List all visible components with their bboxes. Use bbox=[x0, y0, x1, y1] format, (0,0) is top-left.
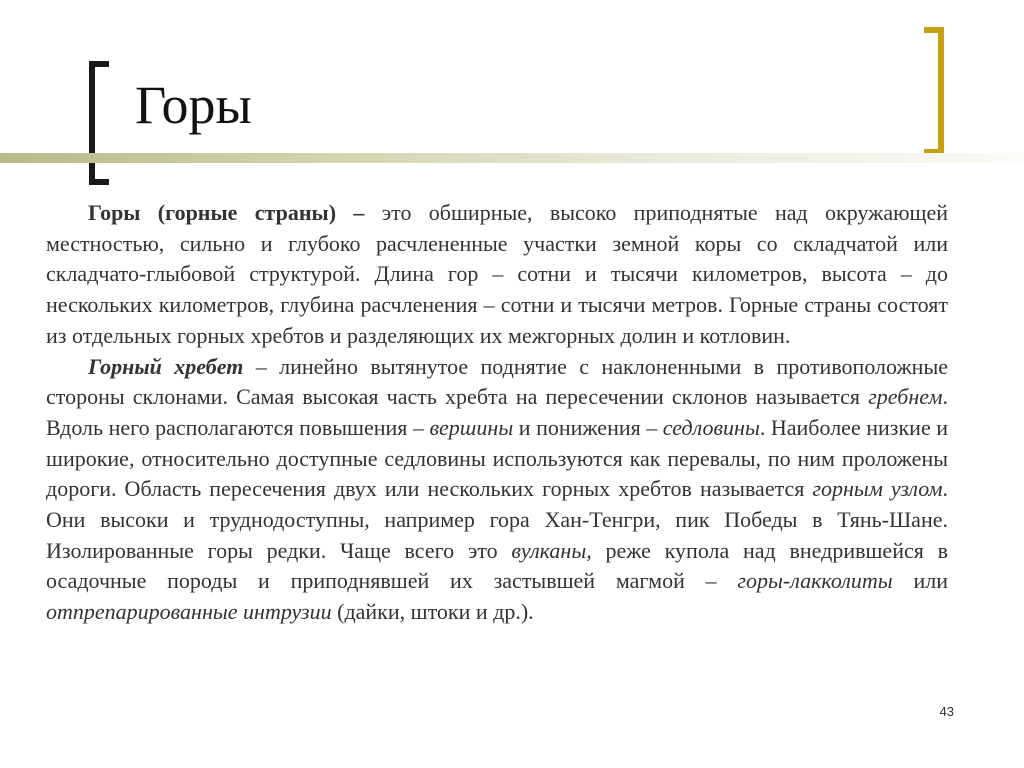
ridge-text-8: (дайки, штоки и др.). bbox=[331, 599, 534, 625]
ridge-text-3: и понижения – bbox=[513, 414, 663, 440]
paragraph-mountains-text: это обширные, высоко приподнятые над окружающей местностью, сильно и глубоко расчлененные участки земной коры со складчатой или складчато-глыбовой структурой. Длина гор – сотни и тысячи километров, высота – до нескольких километров, глубина расчленения – сотни и тысячи метров. Горные страны состоят из отдельных горных хребтов и разделяющих их межгорных долин и котловин. bbox=[46, 200, 948, 348]
right-bracket-decoration bbox=[924, 27, 944, 155]
term-intrusions: отпрепарированные интрузии bbox=[46, 599, 332, 625]
term-mountain-knot: горным узлом bbox=[812, 476, 943, 502]
term-mountains: Горы (горные страны) bbox=[88, 200, 337, 225]
term-peaks: вершины bbox=[429, 414, 514, 440]
term-ridge bbox=[88, 354, 243, 379]
term-crest: гребнем bbox=[868, 384, 943, 410]
term-dash: – bbox=[336, 200, 382, 225]
slide-number: 43 bbox=[939, 704, 954, 719]
ridge-text-2: . Вдоль него располагаются повышения – bbox=[46, 384, 948, 440]
paragraph-ridge bbox=[46, 352, 948, 628]
left-bracket-decoration bbox=[89, 61, 109, 185]
ridge-text-4: . Наиболее низкие и широкие, относительно доступные седловины используются как перевалы, по ним проложены дороги. Область пересечения двух или нескольких горных хребтов называется bbox=[46, 414, 949, 502]
ridge-text-6: реже купола над внедрившейся в осадочные породы и приподнявшей их застывшей магмой – bbox=[46, 537, 948, 594]
term-ridge-label: Горный хребет bbox=[88, 353, 244, 379]
ridge-text-5: . Они высоки и труднодоступны, например гора Хан-Тенгри, пик Победы в Тянь-Шане. Изолированные горы редки. Чаще всего это bbox=[46, 476, 948, 563]
ridge-text-1: – линейно вытянутое поднятие с наклоненными в противоположные стороны склонами. Самая высокая часть хребта на пересечении склонов называется bbox=[46, 353, 948, 410]
ridge-text-7: или bbox=[892, 568, 948, 594]
slide-body bbox=[46, 198, 948, 628]
term-saddles: седловины bbox=[662, 414, 760, 440]
title-underline-bar bbox=[0, 153, 1024, 163]
term-volcanoes: вулканы, bbox=[511, 537, 592, 563]
term-laccoliths: горы-лакколиты bbox=[737, 568, 893, 594]
slide-title: Горы bbox=[135, 75, 252, 135]
paragraph-mountains bbox=[46, 198, 948, 352]
